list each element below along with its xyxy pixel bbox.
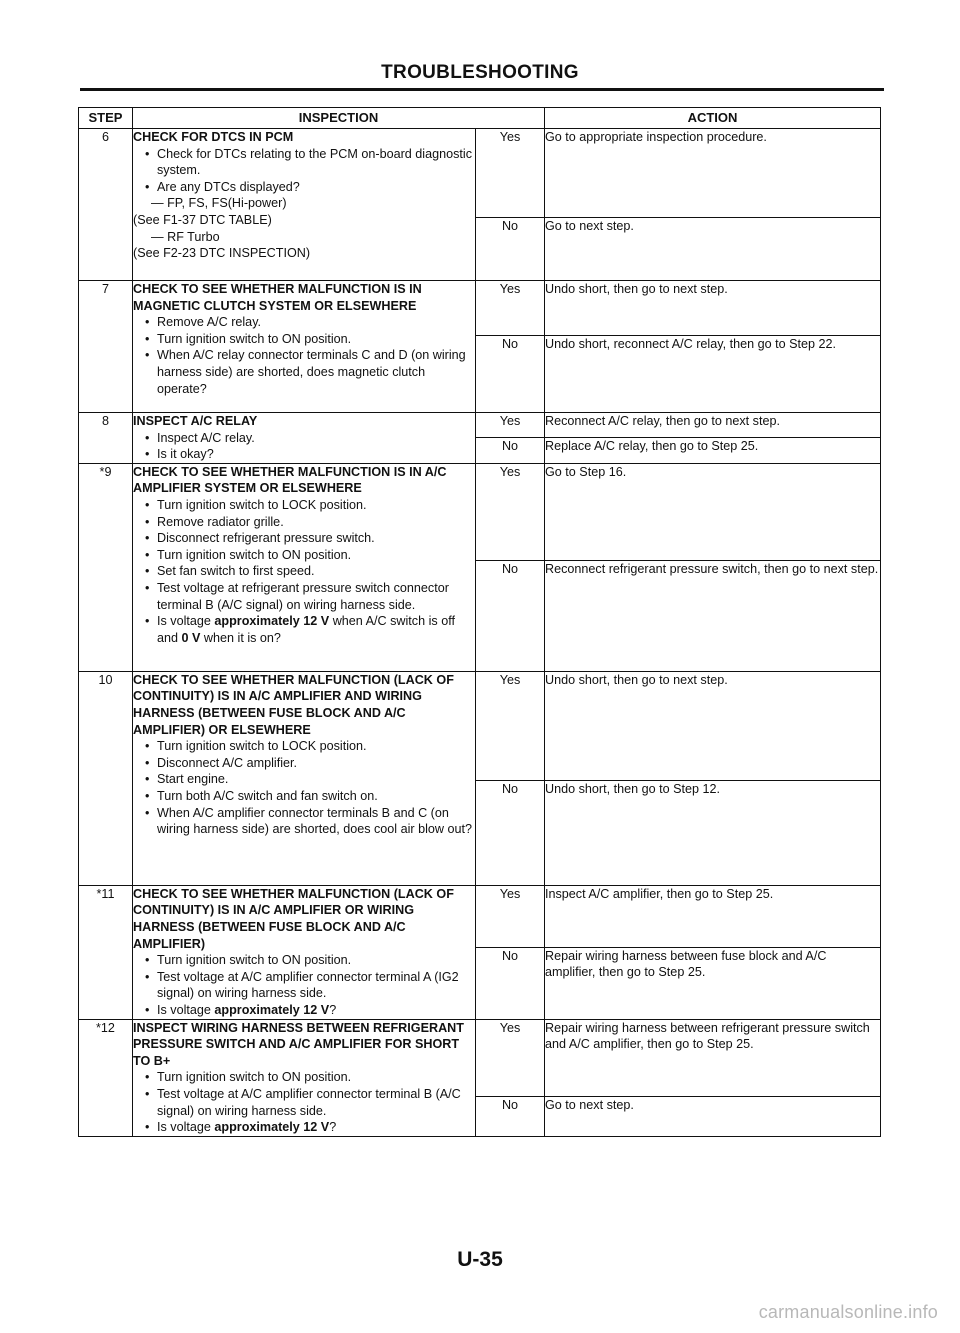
result-no: No (476, 438, 545, 463)
bullet-emphasis: 0 V (181, 630, 201, 645)
table-header-row (79, 108, 881, 129)
inspection-note: — RF Turbo (151, 229, 220, 244)
result-yes: Yes (476, 1019, 545, 1097)
table-row (79, 885, 881, 947)
step-number: 10 (79, 671, 133, 885)
bullet-text: Is voltage (157, 1120, 215, 1135)
step-number: 8 (79, 413, 133, 464)
inspection-bullets (133, 146, 475, 196)
action-no: Go to next step. (545, 218, 881, 281)
action-no: Replace A/C relay, then go to Step 25. (545, 438, 881, 463)
inspection-note: — FP, FS, FS(Hi-power) (151, 196, 287, 211)
inspection-reference: (See F1-37 DTC TABLE) (133, 212, 272, 227)
inspection-heading: CHECK FOR DTCS IN PCM (133, 130, 294, 144)
bullet-emphasis: approximately 12 V (214, 1120, 330, 1135)
list-item: • Turn ignition switch to ON position. (139, 331, 475, 348)
page-number: U-35 (457, 1248, 503, 1271)
list-item: • Turn ignition switch to ON position. (139, 547, 475, 564)
inspection-cell (133, 1019, 476, 1136)
table-row (79, 281, 881, 336)
inspection-bullets (133, 314, 475, 397)
bullet-text: Is voltage (157, 614, 215, 629)
list-item: • Turn both A/C switch and fan switch on. (139, 788, 475, 805)
bullet-text: when A/C switch is off and (157, 614, 455, 645)
bullet-text: Is voltage (157, 1002, 215, 1017)
header-action: ACTION (545, 108, 881, 129)
bullet-text: ? (329, 1002, 337, 1017)
list-item: • Are any DTCs displayed? (139, 179, 475, 196)
list-item: • Inspect A/C relay. (139, 430, 475, 447)
result-no: No (476, 947, 545, 1019)
action-no: Undo short, then go to Step 12. (545, 780, 881, 885)
inspection-bullets (133, 738, 475, 838)
inspection-heading: CHECK TO SEE WHETHER MALFUNCTION (LACK OF CONTINUITY) IS IN A/C AMPLIFIER AND WIRING HARNESS (BETWEEN FUSE BLOCK AND A/C AMPLIFIER) OR ELSEWHERE (133, 672, 454, 737)
header-inspection: INSPECTION (133, 108, 545, 129)
title-rule (80, 88, 884, 91)
step-number: *11 (79, 885, 133, 1019)
list-item: • When A/C relay connector terminals C and D (on wiring harness side) are shorted, does magnetic clutch operate? (139, 347, 475, 397)
result-yes: Yes (476, 885, 545, 947)
step-number: *12 (79, 1019, 133, 1136)
list-item: • Start engine. (139, 771, 475, 788)
list-item: • Test voltage at A/C amplifier connector terminal B (A/C signal) on wiring harness side. (139, 1086, 475, 1119)
action-no: Reconnect refrigerant pressure switch, then go to next step. (545, 560, 881, 671)
result-yes: Yes (476, 281, 545, 336)
result-no: No (476, 1097, 545, 1136)
result-yes: Yes (476, 671, 545, 780)
list-item: • Disconnect A/C amplifier. (139, 755, 475, 772)
action-yes: Undo short, then go to next step. (545, 281, 881, 336)
watermark: carmanualsonline.info (758, 1302, 938, 1322)
table-row (79, 129, 881, 218)
inspection-heading: CHECK TO SEE WHETHER MALFUNCTION IS IN MAGNETIC CLUTCH SYSTEM OR ELSEWHERE (133, 282, 422, 313)
action-no: Undo short, reconnect A/C relay, then go to Step 22. (545, 336, 881, 413)
bullet-text: ? (329, 1120, 337, 1135)
inspection-bullets (133, 952, 475, 1018)
action-yes: Reconnect A/C relay, then go to next step. (545, 413, 881, 438)
result-no: No (476, 336, 545, 413)
inspection-heading: INSPECT WIRING HARNESS BETWEEN REFRIGERANT PRESSURE SWITCH AND A/C AMPLIFIER FOR SHORT TO B+ (133, 1020, 464, 1068)
table-row (79, 671, 881, 780)
inspection-cell (133, 281, 476, 413)
table-row (79, 413, 881, 438)
table-row (79, 1019, 881, 1097)
inspection-heading: CHECK TO SEE WHETHER MALFUNCTION IS IN A/C AMPLIFIER SYSTEM OR ELSEWHERE (133, 464, 447, 496)
result-yes: Yes (476, 463, 545, 560)
list-item: • Set fan switch to first speed. (139, 563, 475, 580)
page-title: TROUBLESHOOTING (381, 62, 579, 83)
inspection-cell (133, 463, 476, 671)
list-item (139, 1119, 475, 1136)
result-yes: Yes (476, 413, 545, 438)
list-item: • Turn ignition switch to LOCK position. (139, 497, 475, 514)
list-item (139, 613, 475, 646)
list-item (139, 1002, 475, 1019)
result-yes: Yes (476, 129, 545, 218)
action-yes: Go to Step 16. (545, 463, 881, 560)
list-item: • Test voltage at A/C amplifier connector terminal A (IG2 signal) on wiring harness side. (139, 969, 475, 1002)
inspection-cell (133, 885, 476, 1019)
inspection-bullets (133, 1069, 475, 1135)
step-number: *9 (79, 463, 133, 671)
troubleshooting-table (78, 107, 881, 1137)
list-item: • Is it okay? (139, 446, 475, 463)
action-yes: Go to appropriate inspection procedure. (545, 129, 881, 218)
step-number: 7 (79, 281, 133, 413)
list-item: • Turn ignition switch to LOCK position. (139, 738, 475, 755)
result-no: No (476, 560, 545, 671)
list-item: • Disconnect refrigerant pressure switch. (139, 530, 475, 547)
result-no: No (476, 218, 545, 281)
action-yes: Repair wiring harness between refrigerant pressure switch and A/C amplifier, then go to Step 25. (545, 1019, 881, 1097)
action-yes: Inspect A/C amplifier, then go to Step 25. (545, 885, 881, 947)
inspection-heading: CHECK TO SEE WHETHER MALFUNCTION (LACK OF CONTINUITY) IS IN A/C AMPLIFIER OR WIRING HARNESS (BETWEEN FUSE BLOCK AND A/C AMPLIFIER) (133, 886, 454, 951)
inspection-cell (133, 129, 476, 281)
list-item: • Check for DTCs relating to the PCM on-board diagnostic system. (139, 146, 475, 179)
bullet-emphasis: approximately 12 V (214, 614, 330, 629)
bullet-emphasis: approximately 12 V (214, 1002, 330, 1017)
action-no: Repair wiring harness between fuse block and A/C amplifier, then go to Step 25. (545, 947, 881, 1019)
header-step: STEP (79, 108, 133, 129)
list-item: • Turn ignition switch to ON position. (139, 1069, 475, 1086)
action-yes: Undo short, then go to next step. (545, 671, 881, 780)
inspection-heading: INSPECT A/C RELAY (133, 414, 258, 428)
inspection-reference: (See F2-23 DTC INSPECTION) (133, 246, 311, 261)
inspection-bullets (133, 497, 475, 646)
step-number: 6 (79, 129, 133, 281)
result-no: No (476, 780, 545, 885)
inspection-cell (133, 671, 476, 885)
list-item: • Remove radiator grille. (139, 514, 475, 531)
list-item: • Remove A/C relay. (139, 314, 475, 331)
table-row (79, 463, 881, 560)
list-item: • Turn ignition switch to ON position. (139, 952, 475, 969)
action-no: Go to next step. (545, 1097, 881, 1136)
inspection-bullets (133, 430, 475, 463)
list-item: • When A/C amplifier connector terminals B and C (on wiring harness side) are shorted, does cool air blow out? (139, 805, 475, 838)
inspection-cell (133, 413, 476, 464)
bullet-text: when it is on? (200, 630, 281, 645)
list-item: • Test voltage at refrigerant pressure switch connector terminal B (A/C signal) on wiring harness side. (139, 580, 475, 613)
